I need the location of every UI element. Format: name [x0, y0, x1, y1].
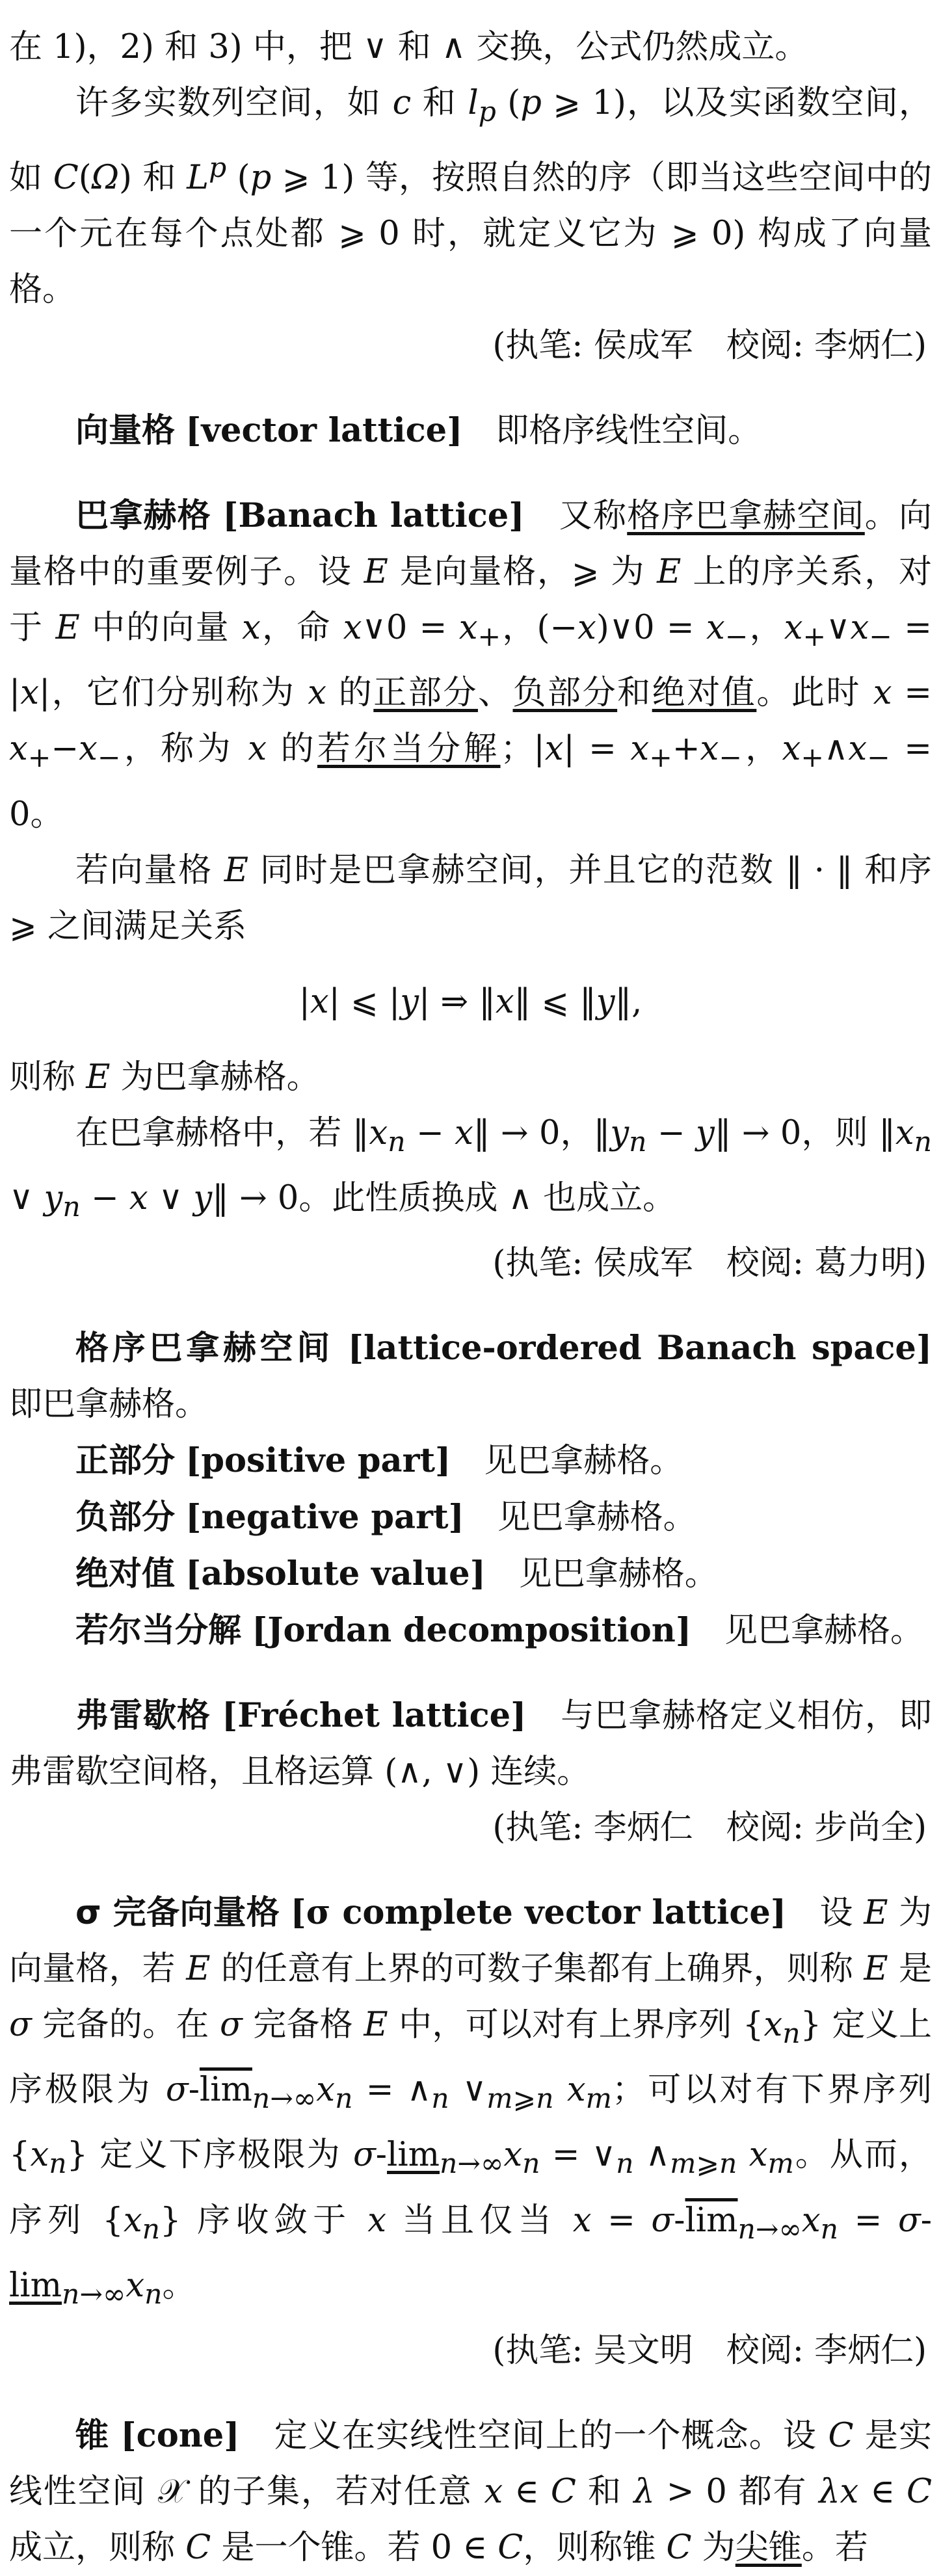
entry-term: 格序巴拿赫空间 [75, 1329, 334, 1368]
entry-text: 与巴拿赫格定义相仿，即弗雷歇空间格，且格运算 (∧, ∨) 连续。 [9, 1696, 932, 1791]
formula: |x| ⩽ |y| ⇒ ‖x‖ ⩽ ‖y‖, [298, 982, 643, 1021]
entry-absolute-value [9, 1546, 932, 1602]
entry-english: [negative part] [185, 1497, 464, 1537]
paragraph: 则称 E 为巴拿赫格。 [9, 1057, 320, 1096]
entry-lattice-ordered-banach-space [9, 1320, 932, 1433]
entry-term: 正部分 [75, 1441, 176, 1480]
paragraph: 在 1)，2) 和 3) 中，把 ∨ 和 ∧ 交换，公式仍然成立。 [9, 28, 808, 66]
entry-text: 即巴拿赫格。 [9, 1385, 209, 1424]
entry-english: [positive part] [185, 1441, 451, 1480]
entry-banach-lattice: 巴拿赫格 [Banach lattice] 又称格序巴拿赫空间。向量格中的重要例子。设 E 是向量格，⩾ 为 E 上的序关系，对于 E 中的向量 x，命 x∨0 = $x_+$，(−x)∨0 = $x_-$，$x_+\vee x_- = |x|$，它们分别称为 x 的正部分、负部分和绝对值。此时 $x = x_+-x_-$，称为 x 的若尔当分解；$|x| = x_++x_-$，$x_+\wedge x_- = 0$。 [9, 496, 932, 834]
entry-term: 锥 [75, 2416, 110, 2455]
entry-sigma-complete-vector-lattice: σ 完备向量格 [σ complete vector lattice] 设 E 为向量格，若 E 的任意有上界的可数子集都有上确界，则称 E 是 σ 完备的。在 σ 完备格 E 中，可以对有上界序列 $\{x_n\}$ 定义上序极限为 $\sigma-\overline{lim}_{n\to\infty}x_n$ = $\wedge_n$ $\vee_{m⩾n}$ $x_m$；可以对有下界序列 $\{x_n\}$ 定义下序极限为 $\sigma-\lim_{n\to\infty}x_n$ = $\vee_n$ $\wedge_{m⩾n}$ $x_m$。从而，序列 $\{x_n\}$ 序收敛于 x 当且仅当 $x = \sigma-\overline{lim}_{n\to\infty}x_n = \sigma-\lim_{n\to\infty}x_n$。 [9, 1892, 932, 2311]
entry-english: [vector lattice] [185, 411, 463, 451]
entry-term: 绝对值 [75, 1554, 176, 1593]
author-credit: (执笔: 侯成军 校阅: 李炳仁) [492, 326, 927, 365]
entry-positive-part [9, 1433, 932, 1489]
entry-english: [Jordan decomposition] [252, 1610, 691, 1650]
paragraph: 若向量格 E 同时是巴拿赫空间，并且它的范数 ‖ · ‖ 和序 ⩾ 之间满足关系 [9, 851, 932, 946]
entry-english: [Fréchet lattice] [222, 1695, 527, 1735]
entry-english: [σ complete vector lattice] [290, 1892, 786, 1932]
entry-term: σ 完备向量格 [75, 1893, 280, 1932]
paragraph: 在巴拿赫格中，若 $‖x_n$ − x‖ → 0，$‖y_n$ − y‖ → 0，则 $‖x_n$ ∨ $y_n - x$ ∨ y‖ → 0。此性质换成 ∧ 也成立。 [9, 1113, 932, 1223]
entry-term: 巴拿赫格 [75, 497, 211, 536]
entry-cone: 锥 [cone] 定义在实线性空间上的一个概念。设 C 是实线性空间 𝒳 的子集，若对任意 x ∈ C 和 λ > 0 都有 λx ∈ C 成立，则称 C 是一个锥。若 0 ∈ C，则称锥 C 为尖锥。若 [9, 2415, 932, 2567]
entry-text: 见巴拿赫格。 [518, 1554, 718, 1593]
author-credit: (执笔: 吴文明 校阅: 李炳仁) [492, 2331, 927, 2370]
author-credit: (执笔: 李炳仁 校阅: 步尚全) [492, 1808, 927, 1847]
entry-english: [lattice-ordered Banach space] [347, 1328, 932, 1368]
author-credit: (执笔: 侯成军 校阅: 葛力明) [492, 1243, 927, 1282]
entry-text: 见巴拿赫格。 [724, 1611, 924, 1650]
entry-text: 见巴拿赫格。 [484, 1441, 683, 1480]
entry-english: [Banach lattice] [222, 496, 525, 536]
entry-text: 即格序线性空间。 [496, 412, 762, 451]
entry-jordan-decomposition [9, 1602, 932, 1659]
entry-english: [absolute value] [185, 1554, 486, 1593]
entry-negative-part [9, 1489, 932, 1546]
entry-term: 若尔当分解 [75, 1611, 242, 1650]
entry-term: 弗雷歇格 [75, 1696, 211, 1735]
entry-term: 向量格 [75, 412, 176, 451]
entry-text: 见巴拿赫格。 [497, 1498, 696, 1537]
entry-english: [cone] [120, 2415, 240, 2455]
entry-vector-lattice [9, 403, 932, 459]
entry-frechet-lattice [9, 1688, 932, 1800]
paragraph: 许多实数列空间，如 c 和 $l_p$ (p ⩾ 1)，以及实函数空间，如 C(Ω) 和 $L^p$ (p ⩾ 1) 等，按照自然的序（即当这些空间中的一个元在每个点处都 ⩾ 0 时，就定义它为 ⩾ 0) 构成了向量格。 [9, 84, 932, 310]
entry-term: 负部分 [75, 1498, 176, 1537]
